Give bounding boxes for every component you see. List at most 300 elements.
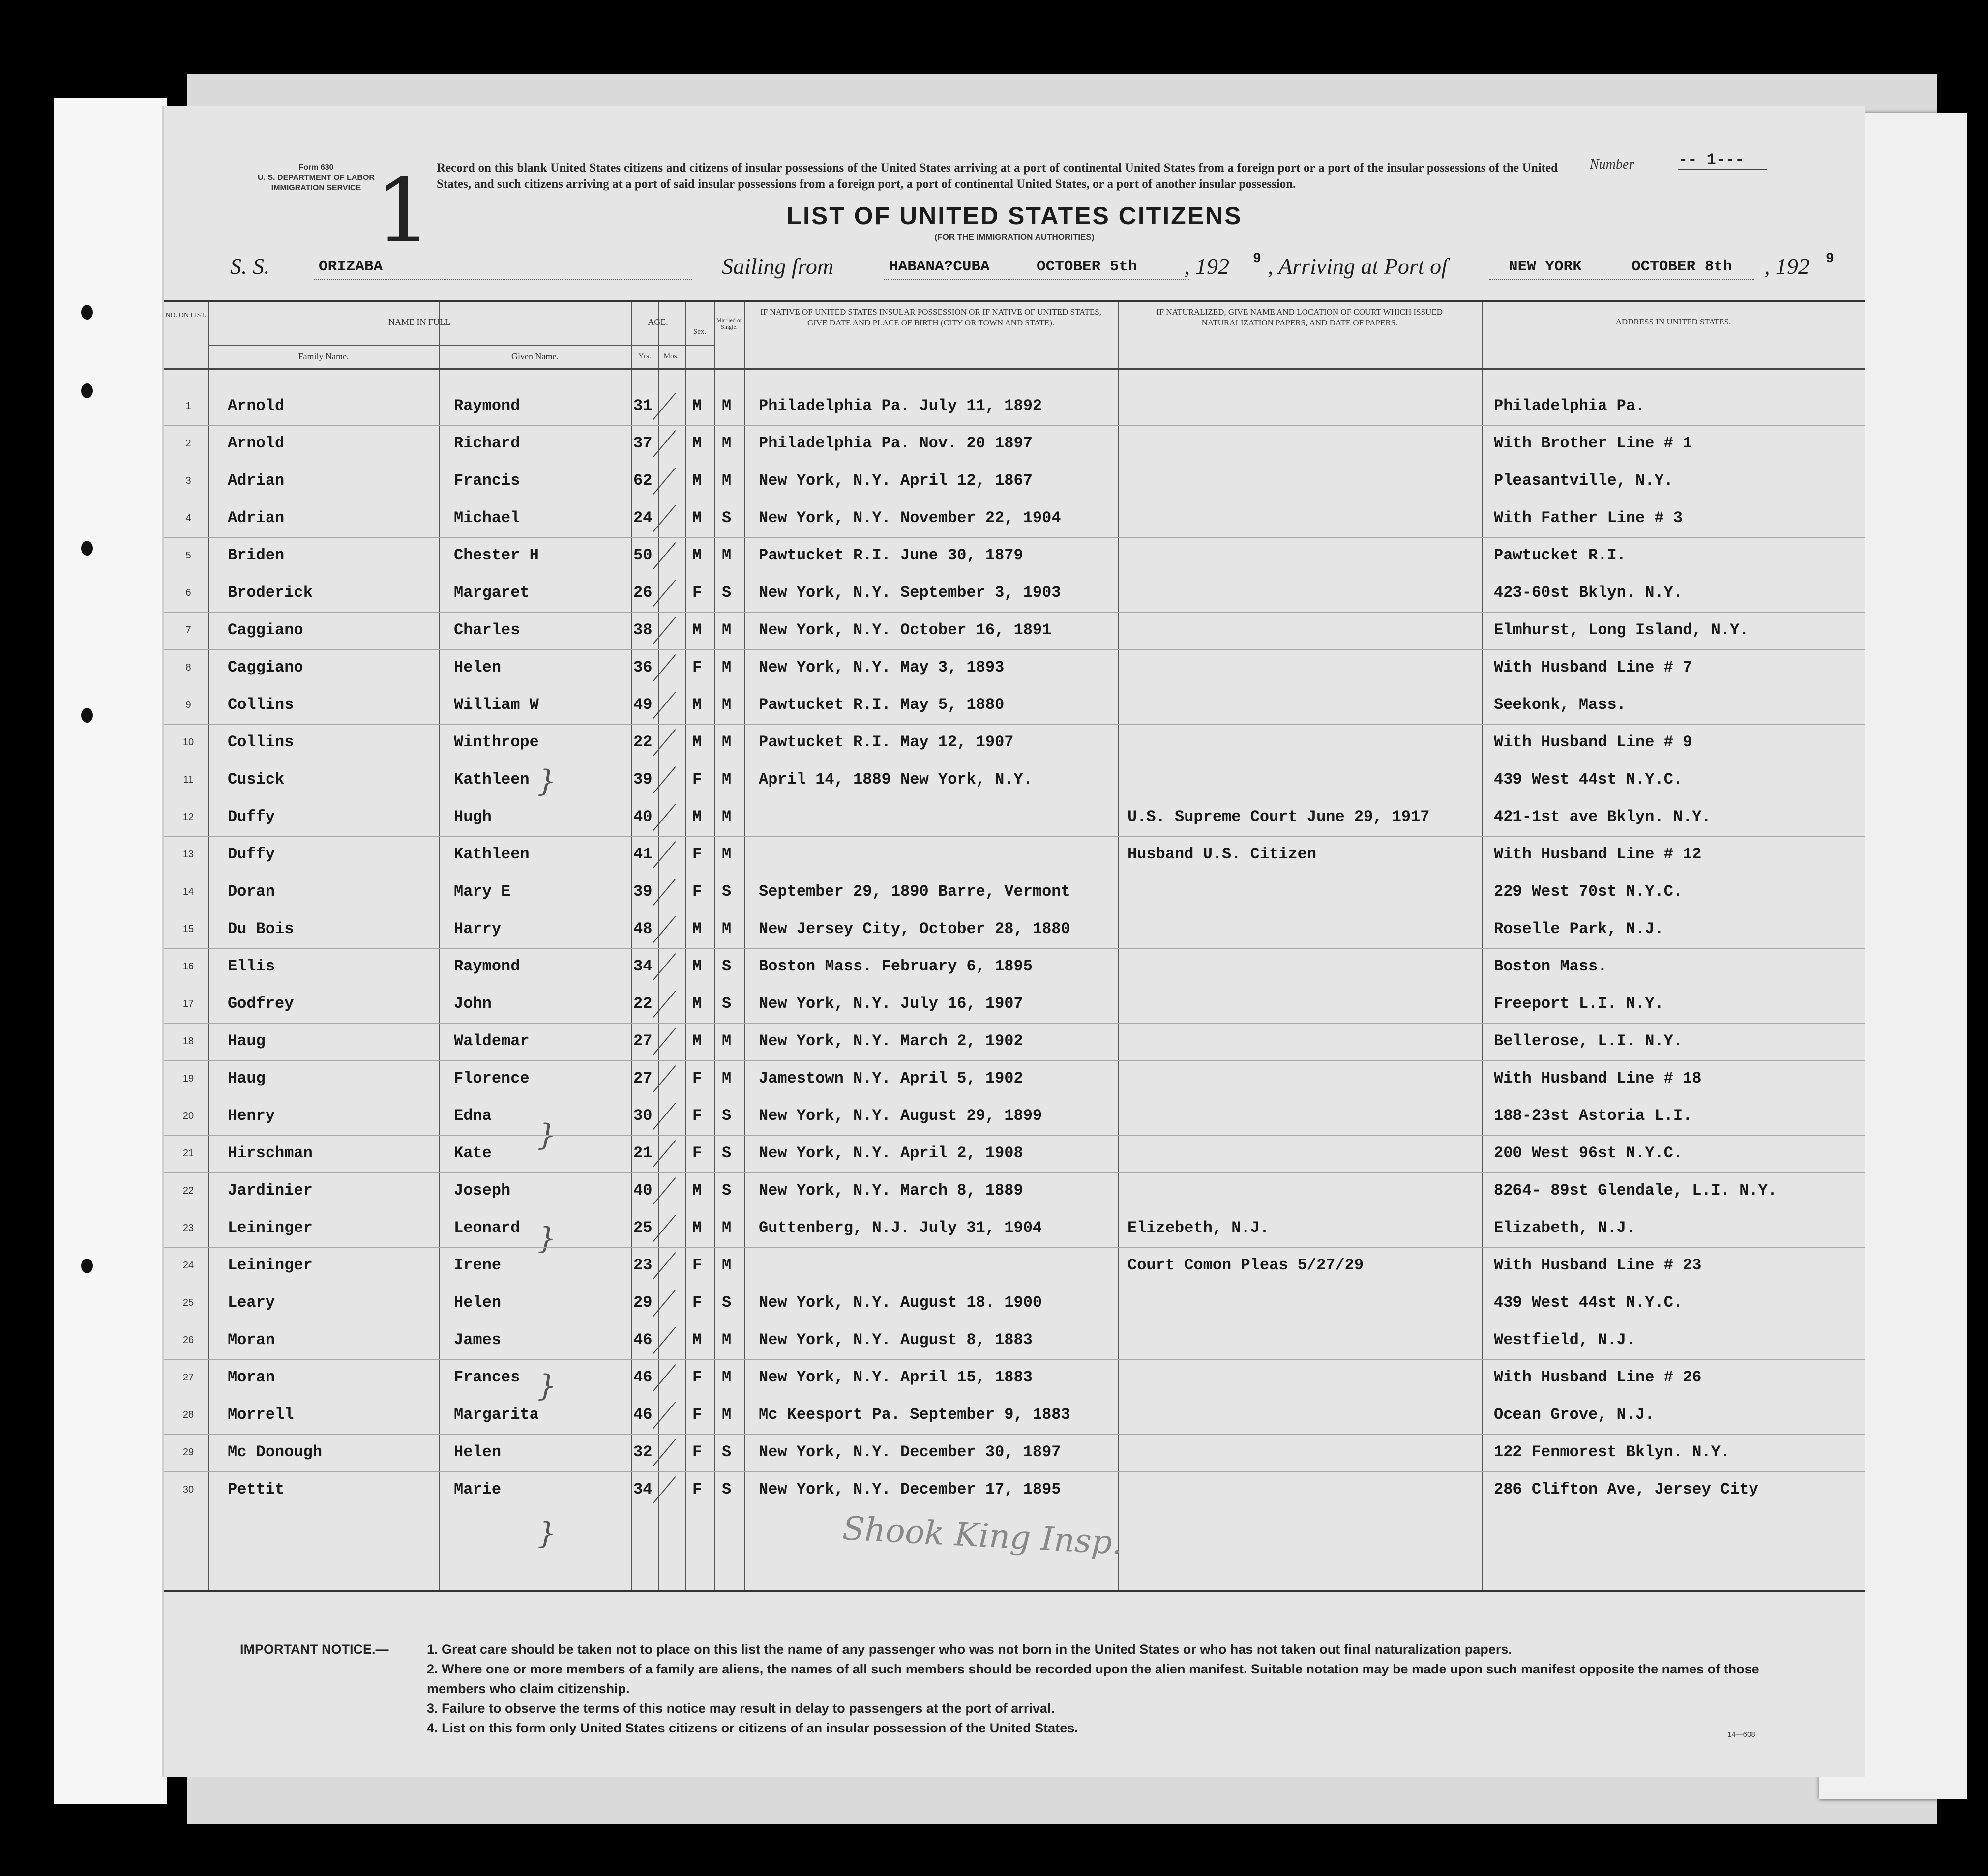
marital-status: M (722, 434, 732, 452)
notice-item: 1. Great care should be taken not to place on this list the name of any passenger who was not born in the United States or who has not taken out final naturalization papers. (427, 1642, 1512, 1657)
marital-status: M (722, 658, 732, 676)
marital-status: M (722, 621, 732, 639)
punch-hole (81, 541, 93, 556)
table-row (164, 463, 1865, 500)
header-birth: IF NATIVE OF UNITED STATES INSULAR POSSESSION OR IF NATIVE OF UNITED STATES, GIVE DATE AND PLACE OF BIRTH (CITY OR TOWN AND STATE). (760, 307, 1101, 327)
sex: F (692, 882, 702, 901)
age-years: 21 (633, 1144, 653, 1162)
marital-status: M (722, 1368, 732, 1386)
row-number: 18 (182, 1036, 194, 1047)
form-code: 14—608 (1727, 1730, 1755, 1739)
row-number: 21 (182, 1148, 194, 1159)
age-years: 25 (633, 1219, 653, 1237)
sex: M (692, 621, 702, 639)
sex: F (692, 1443, 702, 1461)
given-name: Helen (454, 658, 502, 676)
form-service: IMMIGRATION SERVICE (271, 184, 361, 192)
header-divider (208, 345, 714, 346)
marital-status: M (722, 1331, 732, 1349)
table-row (164, 1098, 1865, 1135)
handwritten-bracket: } (537, 1516, 557, 1551)
us-address: 229 West 70st N.Y.C. (1494, 882, 1683, 901)
given-name: Edna (454, 1107, 492, 1125)
sex: F (692, 584, 702, 602)
table-row (164, 1135, 1865, 1172)
arrival-date: OCTOBER 8th (1632, 258, 1732, 275)
row-number: 24 (182, 1260, 194, 1271)
age-years: 23 (633, 1256, 653, 1274)
marital-status: M (722, 845, 732, 863)
us-address: Freeport L.I. N.Y. (1494, 995, 1664, 1013)
birth-place-date: New York, N.Y. April 15, 1883 (759, 1368, 1033, 1386)
age-years: 31 (633, 397, 653, 415)
us-address: Bellerose, L.I. N.Y. (1494, 1032, 1683, 1050)
sailing-date: OCTOBER 5th (1037, 258, 1137, 275)
form-department: U. S. DEPARTMENT OF LABOR (258, 174, 375, 182)
us-address: Seekonk, Mass. (1494, 696, 1626, 714)
family-name: Godfrey (228, 995, 294, 1013)
family-name: Duffy (228, 845, 275, 863)
given-name: James (454, 1331, 502, 1349)
birth-place-date: Mc Keesport Pa. September 9, 1883 (759, 1406, 1070, 1424)
header-age: AGE. (648, 317, 668, 327)
us-address: 423-60st Bklyn. N.Y. (1494, 584, 1683, 602)
arrival-port: NEW YORK (1509, 258, 1582, 275)
given-name: Leonard (454, 1219, 520, 1237)
row-number: 2 (185, 438, 191, 449)
family-name: Arnold (228, 434, 285, 452)
birth-place-date: New York, N.Y. March 2, 1902 (759, 1032, 1023, 1050)
age-years: 24 (633, 509, 653, 527)
birth-place-date: Boston Mass. February 6, 1895 (759, 957, 1033, 975)
table-row (164, 1359, 1865, 1397)
notice-label: IMPORTANT NOTICE.— (240, 1642, 389, 1657)
age-years: 39 (633, 770, 653, 789)
birth-place-date: Pawtucket R.I. June 30, 1879 (759, 546, 1023, 564)
table-row (164, 762, 1865, 799)
age-years: 37 (633, 434, 653, 452)
list-number-value: -- 1--- (1678, 151, 1767, 170)
row-number: 10 (182, 737, 194, 748)
birth-place-date: New York, N.Y. August 8, 1883 (759, 1331, 1033, 1349)
age-years: 50 (633, 546, 653, 564)
page-title: LIST OF UNITED STATES CITIZENS (786, 202, 1243, 230)
row-number: 29 (182, 1447, 194, 1458)
header-address: ADDRESS IN UNITED STATES. (1615, 317, 1731, 326)
given-name: Marie (454, 1480, 502, 1498)
row-number: 17 (182, 998, 194, 1009)
marital-status: M (722, 546, 732, 564)
birth-place-date: New York, N.Y. April 12, 1867 (759, 471, 1033, 490)
birth-place-date: New York, N.Y. April 2, 1908 (759, 1144, 1023, 1162)
table-row (164, 1023, 1865, 1060)
row-number: 3 (185, 475, 191, 486)
given-name: Chester H (454, 546, 539, 564)
marital-status: S (722, 1443, 732, 1461)
sex: M (692, 509, 702, 527)
marital-status: M (722, 1219, 732, 1237)
table-row (164, 649, 1865, 687)
sex: F (692, 770, 702, 789)
us-address: With Husband Line # 26 (1494, 1368, 1702, 1386)
age-years: 38 (633, 621, 653, 639)
age-years: 22 (633, 733, 653, 751)
row-number: 1 (185, 401, 191, 411)
given-name: Margaret (454, 584, 530, 602)
sex: F (692, 658, 702, 676)
birth-place-date: September 29, 1890 Barre, Vermont (759, 882, 1070, 901)
row-number: 30 (182, 1484, 194, 1495)
birth-place-date: New York, N.Y. December 30, 1897 (759, 1443, 1061, 1461)
us-address: 286 Clifton Ave, Jersey City (1494, 1480, 1758, 1498)
marital-status: M (722, 696, 732, 714)
sex: M (692, 434, 702, 452)
sex: M (692, 397, 702, 415)
family-name: Collins (228, 733, 294, 751)
binding-strip (54, 98, 167, 1804)
birth-place-date: Pawtucket R.I. May 12, 1907 (759, 733, 1014, 751)
sex: M (692, 1331, 702, 1349)
family-name: Briden (228, 546, 285, 564)
table-row (164, 1285, 1865, 1322)
sex: M (692, 957, 702, 975)
row-number: 23 (182, 1223, 194, 1233)
birth-place-date: New York, N.Y. August 29, 1899 (759, 1107, 1042, 1125)
row-number: 13 (182, 849, 194, 860)
us-address: Roselle Park, N.J. (1494, 920, 1664, 938)
sex: M (692, 920, 702, 938)
family-name: Jardinier (228, 1181, 313, 1200)
birth-place-date: Guttenberg, N.J. July 31, 1904 (759, 1219, 1042, 1237)
age-years: 36 (633, 658, 653, 676)
age-years: 49 (633, 696, 653, 714)
table-row (164, 1471, 1865, 1509)
given-name: Richard (454, 434, 520, 452)
header-sex: Sex. (693, 328, 707, 336)
arriving-label: , Arriving at Port of (1268, 254, 1448, 279)
age-years: 40 (633, 808, 653, 826)
marital-status: M (722, 733, 732, 751)
us-address: Philadelphia Pa. (1494, 397, 1645, 415)
row-number: 15 (182, 924, 194, 935)
departure-port: HABANA?CUBA (889, 258, 990, 275)
marital-status: S (722, 509, 732, 527)
row-number: 4 (185, 513, 191, 524)
marital-status: M (722, 1069, 732, 1087)
row-number: 20 (182, 1111, 194, 1121)
age-years: 27 (633, 1069, 653, 1087)
sex: M (692, 808, 702, 826)
age-years: 48 (633, 920, 653, 938)
age-years: 62 (633, 471, 653, 490)
table-row (164, 911, 1865, 948)
table-row (164, 724, 1865, 762)
table-row (164, 1322, 1865, 1359)
given-name: Harry (454, 920, 502, 938)
marital-status: M (722, 397, 732, 415)
birth-place-date: Philadelphia Pa. July 11, 1892 (759, 397, 1042, 415)
family-name: Ellis (228, 957, 275, 975)
table-row (164, 986, 1865, 1023)
given-name: Mary E (454, 882, 511, 901)
table-row (164, 799, 1865, 836)
marital-status: M (722, 1032, 732, 1050)
marital-status: S (722, 1181, 732, 1200)
form-number: Form 630 (298, 163, 334, 172)
arrival-year-prefix: , 192 (1764, 254, 1810, 279)
row-number: 7 (185, 625, 191, 636)
handwritten-bracket: } (537, 1118, 557, 1152)
row-number: 12 (182, 812, 194, 822)
header-months: Mos. (663, 352, 679, 360)
given-name: Kate (454, 1144, 492, 1162)
us-address: 200 West 96st N.Y.C. (1494, 1144, 1683, 1162)
given-name: Florence (454, 1069, 530, 1087)
sex: F (692, 1069, 702, 1087)
marital-status: S (722, 584, 732, 602)
marital-status: S (722, 995, 732, 1013)
marital-status: M (722, 1406, 732, 1424)
sex: M (692, 1032, 702, 1050)
arrival-underline (1489, 279, 1754, 280)
header-no: NO. ON LIST. (165, 312, 207, 319)
manifest-table (164, 300, 1865, 1592)
family-name: Duffy (228, 808, 275, 826)
given-name: Margarita (454, 1406, 539, 1424)
marital-status: S (722, 1144, 732, 1162)
age-years: 34 (633, 1480, 653, 1498)
table-row (164, 1172, 1865, 1210)
us-address: 439 West 44st N.Y.C. (1494, 1293, 1683, 1312)
table-row (164, 1397, 1865, 1434)
given-name: Irene (454, 1256, 502, 1274)
given-name: Helen (454, 1443, 502, 1461)
given-name: Waldemar (454, 1032, 530, 1050)
family-name: Pettit (228, 1480, 285, 1498)
sailing-label: Sailing from (722, 254, 834, 279)
table-row (164, 500, 1865, 537)
header-family-name: Family Name. (298, 352, 349, 361)
age-years: 46 (633, 1368, 653, 1386)
table-row (164, 1434, 1865, 1471)
marital-status: M (722, 770, 732, 789)
header-given-name: Given Name. (511, 352, 559, 361)
birth-place-date: New York, N.Y. May 3, 1893 (759, 658, 1005, 676)
sex: F (692, 845, 702, 863)
given-name: Kathleen (454, 770, 530, 789)
given-name: Hugh (454, 808, 492, 826)
family-name: Leininger (228, 1256, 313, 1274)
age-years: 26 (633, 584, 653, 602)
birth-place-date: Jamestown N.Y. April 5, 1902 (759, 1069, 1023, 1087)
family-name: Caggiano (228, 621, 303, 639)
given-name: John (454, 995, 492, 1013)
sex: F (692, 1144, 702, 1162)
us-address: 421-1st ave Bklyn. N.Y. (1494, 808, 1711, 826)
sex: F (692, 1368, 702, 1386)
row-number: 14 (182, 886, 194, 897)
table-row (164, 537, 1865, 575)
given-name: Michael (454, 509, 520, 527)
page-mark: 1 (375, 160, 432, 263)
table-row (164, 612, 1865, 649)
us-address: 122 Fenmorest Bklyn. N.Y. (1494, 1443, 1730, 1461)
punch-hole (81, 1259, 93, 1273)
naturalization: Elizebeth, N.J. (1128, 1219, 1270, 1237)
birth-place-date: April 14, 1889 New York, N.Y. (759, 770, 1033, 789)
punch-hole (81, 708, 93, 723)
us-address: Elizabeth, N.J. (1494, 1219, 1636, 1237)
given-name: Kathleen (454, 845, 530, 863)
naturalization: Court Comon Pleas 5/27/29 (1128, 1256, 1364, 1274)
sex: M (692, 733, 702, 751)
family-name: Moran (228, 1331, 275, 1349)
sex: F (692, 1293, 702, 1312)
age-years: 27 (633, 1032, 653, 1050)
birth-place-date: Philadelphia Pa. Nov. 20 1897 (759, 434, 1033, 452)
table-row (164, 1210, 1865, 1247)
us-address: With Father Line # 3 (1494, 509, 1683, 527)
family-name: Adrian (228, 509, 285, 527)
family-name: Moran (228, 1368, 275, 1386)
family-name: Haug (228, 1069, 266, 1087)
ss-label: S. S. (230, 254, 270, 279)
sex: M (692, 471, 702, 490)
age-years: 32 (633, 1443, 653, 1461)
marital-status: M (722, 920, 732, 938)
row-number: 26 (182, 1335, 194, 1346)
marital-status: S (722, 1107, 732, 1125)
arrival-year-digit: 9 (1826, 251, 1834, 266)
departure-underline (884, 279, 1189, 280)
family-name: Leary (228, 1293, 275, 1312)
given-name: Frances (454, 1368, 520, 1386)
given-name: Francis (454, 471, 520, 490)
naturalization: U.S. Supreme Court June 29, 1917 (1128, 808, 1430, 826)
us-address: 439 West 44st N.Y.C. (1494, 770, 1683, 789)
given-name: Joseph (454, 1181, 511, 1200)
family-name: Mc Donough (228, 1443, 323, 1461)
table-row (164, 1060, 1865, 1098)
row-number: 11 (183, 774, 194, 785)
birth-place-date: New Jersey City, October 28, 1880 (759, 920, 1070, 938)
given-name: Raymond (454, 957, 520, 975)
list-number-label: Number (1590, 157, 1634, 172)
us-address: With Husband Line # 23 (1494, 1256, 1702, 1274)
naturalization: Husband U.S. Citizen (1128, 845, 1317, 863)
family-name: Adrian (228, 471, 285, 490)
table-row (164, 874, 1865, 911)
family-name: Broderick (228, 584, 313, 602)
row-number: 9 (185, 700, 191, 710)
birth-place-date: New York, N.Y. August 18. 1900 (759, 1293, 1042, 1312)
marital-status: S (722, 1293, 732, 1312)
age-years: 46 (633, 1406, 653, 1424)
punch-hole (81, 383, 93, 398)
family-name: Haug (228, 1032, 266, 1050)
sex: M (692, 1181, 702, 1200)
marital-status: S (722, 1480, 732, 1498)
birth-place-date: New York, N.Y. July 16, 1907 (759, 995, 1023, 1013)
us-address: Ocean Grove, N.J. (1494, 1406, 1655, 1424)
ship-name: ORIZABA (319, 258, 383, 275)
table-row (164, 388, 1865, 425)
marital-status: M (722, 808, 732, 826)
given-name: Raymond (454, 397, 520, 415)
us-address: 8264- 89st Glendale, L.I. N.Y. (1494, 1181, 1778, 1200)
us-address: With Husband Line # 12 (1494, 845, 1702, 863)
family-name: Morrell (228, 1406, 294, 1424)
header-bottom-rule (164, 368, 1865, 370)
sex: F (692, 1256, 702, 1274)
manifest-page (162, 106, 1865, 1777)
us-address: Westfield, N.J. (1494, 1331, 1636, 1349)
header-naturalization: IF NATURALIZED, GIVE NAME AND LOCATION OF COURT WHICH ISSUED NATURALIZATION PAPERS, AND DATE OF PAPERS. (1156, 307, 1443, 327)
row-number: 28 (182, 1409, 194, 1420)
sex: M (692, 546, 702, 564)
marital-status: S (722, 957, 732, 975)
us-address: 188-23st Astoria L.I. (1494, 1107, 1692, 1125)
ship-underline (314, 279, 692, 280)
table-row (164, 948, 1865, 986)
birth-place-date: New York, N.Y. March 8, 1889 (759, 1181, 1023, 1200)
header-name-in-full: NAME IN FULL (388, 317, 450, 327)
voyage-line (230, 251, 1834, 283)
row-number: 27 (182, 1372, 194, 1383)
family-name: Cusick (228, 770, 285, 789)
header-married-single: Married or Single. (716, 317, 742, 330)
marital-status: S (722, 882, 732, 901)
family-name: Caggiano (228, 658, 303, 676)
sex: F (692, 1480, 702, 1498)
age-years: 34 (633, 957, 653, 975)
sex: M (692, 696, 702, 714)
row-number: 25 (182, 1297, 194, 1308)
given-name: Charles (454, 621, 520, 639)
row-number: 16 (182, 961, 194, 972)
sex: M (692, 1219, 702, 1237)
notice-item: 3. Failure to observe the terms of this notice may result in delay to passengers at the port of arrival. (427, 1701, 1055, 1716)
handwritten-bracket: } (537, 1369, 557, 1403)
table-row (164, 425, 1865, 463)
birth-place-date: New York, N.Y. November 22, 1904 (759, 509, 1061, 527)
age-years: 30 (633, 1107, 653, 1125)
sailing-year-prefix: , 192 (1184, 254, 1229, 279)
table-row (164, 1247, 1865, 1285)
age-years: 40 (633, 1181, 653, 1200)
inspector-signature: Shook King Insp. (841, 1509, 1124, 1562)
handwritten-bracket: } (537, 1221, 557, 1256)
age-years: 29 (633, 1293, 653, 1312)
family-name: Du Bois (228, 920, 294, 938)
given-name: William W (454, 696, 539, 714)
us-address: Boston Mass. (1494, 957, 1607, 975)
age-years: 22 (633, 995, 653, 1013)
header-years: Yrs. (638, 352, 651, 360)
instructions-text: Record on this blank United States citizens and citizens of insular possessions of the United States arriving at a port of continental United States from a foreign port or a port of the insular possessions of the United States, and such citizens arriving at a port of said insular possessions from a foreign port, a port of continental United States, or a port of another insular possession. (437, 161, 1558, 191)
sex: F (692, 1107, 702, 1125)
family-name: Leininger (228, 1219, 313, 1237)
us-address: With Husband Line # 7 (1494, 658, 1692, 676)
family-name: Collins (228, 696, 294, 714)
row-number: 6 (185, 587, 191, 598)
given-name: Winthrope (454, 733, 539, 751)
birth-place-date: New York, N.Y. September 3, 1903 (759, 584, 1061, 602)
birth-place-date: Pawtucket R.I. May 5, 1880 (759, 696, 1005, 714)
age-years: 46 (633, 1331, 653, 1349)
row-number: 5 (185, 550, 191, 561)
birth-place-date: New York, N.Y. December 17, 1895 (759, 1480, 1061, 1498)
